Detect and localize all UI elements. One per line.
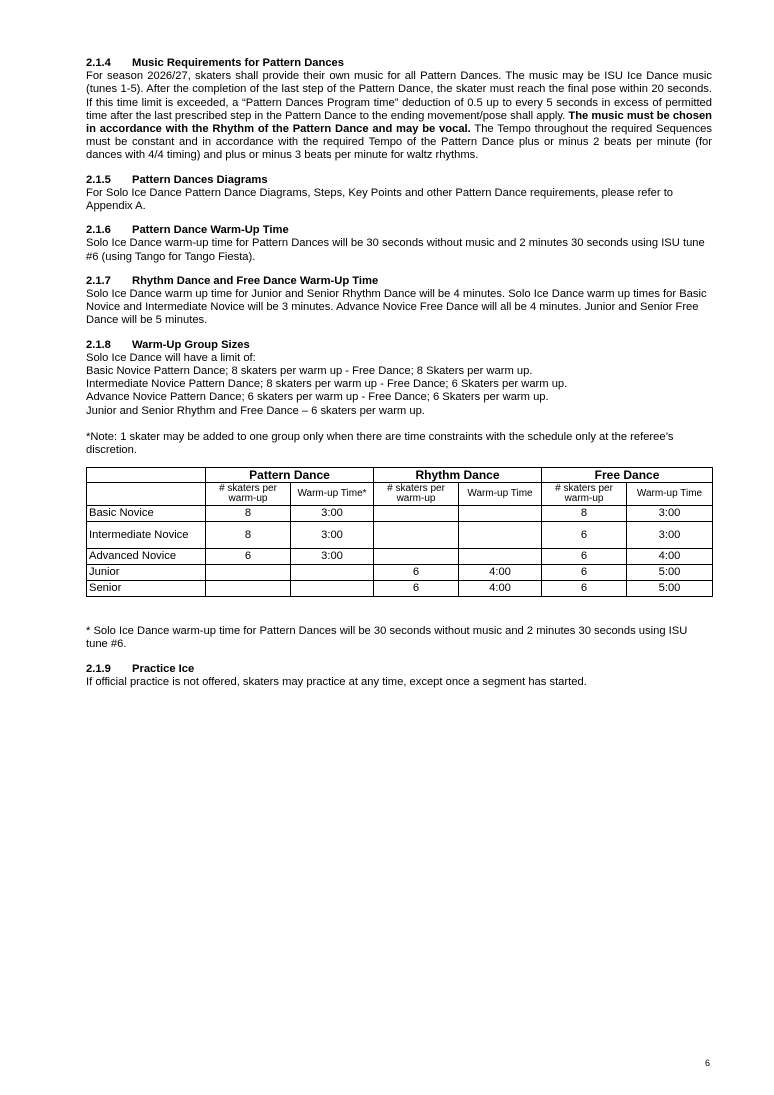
table-cell xyxy=(206,565,291,581)
table-cell: 6 xyxy=(542,549,627,565)
table-cell: 3:00 xyxy=(291,549,374,565)
table-sub-header: # skaters per warm-up xyxy=(374,483,459,506)
section-2-1-7 xyxy=(86,275,712,328)
table-cell: 6 xyxy=(542,581,627,597)
table-row xyxy=(87,581,713,597)
table-cell: 6 xyxy=(542,565,627,581)
section-heading xyxy=(86,57,712,70)
section-2-1-6 xyxy=(86,224,712,264)
table-cell: 5:00 xyxy=(627,581,713,597)
list-item: Basic Novice Pattern Dance; 8 skaters per warm up - Free Dance; 8 Skaters per warm up. xyxy=(86,365,533,378)
section-title: Practice Ice xyxy=(132,662,195,675)
section-body xyxy=(86,70,712,162)
section-number: 2.1.9 xyxy=(86,662,111,675)
section-number: 2.1.7 xyxy=(86,274,111,287)
table-cell xyxy=(374,522,459,549)
table-cell: 4:00 xyxy=(459,581,542,597)
row-label: Basic Novice xyxy=(87,506,206,522)
table-cell: 6 xyxy=(542,522,627,549)
section-number: 2.1.5 xyxy=(86,173,111,186)
section-number: 2.1.4 xyxy=(86,57,111,69)
table-cell: 6 xyxy=(374,581,459,597)
table-cell: 8 xyxy=(542,506,627,522)
page-number: 6 xyxy=(704,1058,710,1068)
table-cell xyxy=(459,549,542,565)
table-cell: 3:00 xyxy=(291,522,374,549)
table-cell: 4:00 xyxy=(459,565,542,581)
body-text: For season 2026/27, skaters shall provide their own music for all Pattern Dances. The music may be ISU Ice Dance music (tunes 1-5). After the completion of the last step of the Pattern Dance, the skater must reach the final pose within 20 seconds. If this time limit is exceeded, a “Pattern Dances Program time” deduction of 0.5 up to every 5 seconds in excess of permitted time after the last prescribed step in the Pattern Dance to the ending movement/pose shall apply. xyxy=(86,70,712,122)
table-group-header: Rhythm Dance xyxy=(374,468,542,483)
section-title: Warm-Up Group Sizes xyxy=(132,338,250,351)
table-row xyxy=(87,506,713,522)
section-body: Solo Ice Dance warm-up time for Pattern Dances will be 30 seconds without music and 2 minutes 30 seconds using ISU tune #6 (using Tango for Tango Fiesta). xyxy=(86,237,705,263)
section-heading xyxy=(86,275,712,288)
table-group-header: Free Dance xyxy=(542,468,713,483)
section-heading xyxy=(86,174,712,187)
table-cell xyxy=(206,581,291,597)
body-text: The Tempo throughout the required Sequences must be constant and in accordance with the required Tempo of the Pattern Dance plus or minus 2 beats per minute (for dances with 4/4 timing) and plus or minus 3 beats per minute for waltz rhythms. xyxy=(86,123,712,162)
document-page xyxy=(86,57,712,700)
list-item: Intermediate Novice Pattern Dance; 8 skaters per warm up - Free Dance; 6 Skaters per warm up. xyxy=(86,378,568,391)
section-heading xyxy=(86,224,712,237)
list-item: Advance Novice Pattern Dance; 6 skaters per warm up - Free Dance; 6 Skaters per warm up. xyxy=(86,391,549,404)
table-cell: 6 xyxy=(374,565,459,581)
section-body: Solo Ice Dance warm up time for Junior and Senior Rhythm Dance will be 4 minutes. Solo Ice Dance warm up times for Basic Novice and Intermediate Novice will be 3 minutes. Advance Novice Free Dance will all be 4 minutes. Junior and Senior Free Dance will be 5 minutes. xyxy=(86,288,707,327)
section-2-1-8 xyxy=(86,339,712,598)
table-cell xyxy=(459,506,542,522)
section-heading xyxy=(86,663,712,676)
warm-up-table xyxy=(86,467,713,597)
section-body: If official practice is not offered, skaters may practice at any time, except once a segment has started. xyxy=(86,675,587,688)
section-number: 2.1.8 xyxy=(86,338,111,351)
table-sub-header: Warm-up Time xyxy=(627,483,713,506)
section-number: 2.1.6 xyxy=(86,224,111,237)
section-title: Rhythm Dance and Free Dance Warm-Up Time xyxy=(132,274,379,287)
table-cell: 8 xyxy=(206,522,291,549)
list-item: Junior and Senior Rhythm and Free Dance – 6 skaters per warm up. xyxy=(86,404,425,417)
note-text: *Note: 1 skater may be added to one group only when there are time constraints with the schedule only at the referee’s discretion. xyxy=(86,430,674,457)
section-2-1-9 xyxy=(86,663,712,689)
table-sub-header: Warm-up Time xyxy=(459,483,542,506)
table-sub-header: Warm-up Time* xyxy=(291,483,374,506)
table-sub-header: # skaters per warm-up xyxy=(542,483,627,506)
table-footnote: * Solo Ice Dance warm-up time for Pattern Dances will be 30 seconds without music and 2 minutes 30 seconds using ISU tune #6. xyxy=(86,625,688,651)
list-item: Solo Ice Dance will have a limit of: xyxy=(86,351,256,364)
table-group-header: Pattern Dance xyxy=(206,468,374,483)
table-cell xyxy=(374,506,459,522)
table-cell: 8 xyxy=(206,506,291,522)
table-cell: 3:00 xyxy=(627,506,713,522)
table-cell: 6 xyxy=(206,549,291,565)
body-bold-text: The music must be chosen in accordance with the Rhythm of the Pattern Dance and may be vocal. xyxy=(86,109,713,136)
table-cell xyxy=(374,549,459,565)
group-size-list xyxy=(86,352,712,418)
table-cell xyxy=(459,522,542,549)
section-2-1-5 xyxy=(86,174,712,214)
section-body: For Solo Ice Dance Pattern Dance Diagrams, Steps, Key Points and other Pattern Dance requirements, please refer to Appendix A. xyxy=(86,186,674,213)
table-cell: 3:00 xyxy=(291,506,374,522)
section-title: Music Requirements for Pattern Dances xyxy=(132,57,344,69)
table-cell: 4:00 xyxy=(627,549,713,565)
section-title: Pattern Dances Diagrams xyxy=(132,173,268,186)
table-row xyxy=(87,522,713,549)
table-cell: 3:00 xyxy=(627,522,713,549)
row-label: Intermediate Novice xyxy=(87,522,206,549)
section-2-1-4 xyxy=(86,57,712,163)
table-header-empty xyxy=(87,483,206,506)
table-cell xyxy=(291,581,374,597)
row-label: Advanced Novice xyxy=(87,549,206,565)
table-row xyxy=(87,549,713,565)
row-label: Senior xyxy=(87,581,206,597)
table-cell: 5:00 xyxy=(627,565,713,581)
table-row xyxy=(87,565,713,581)
table-header-empty xyxy=(87,468,206,483)
row-label: Junior xyxy=(87,565,206,581)
section-heading xyxy=(86,339,712,352)
table-cell xyxy=(291,565,374,581)
table-sub-header: # skaters per warm-up xyxy=(206,483,291,506)
section-title: Pattern Dance Warm-Up Time xyxy=(132,224,289,237)
